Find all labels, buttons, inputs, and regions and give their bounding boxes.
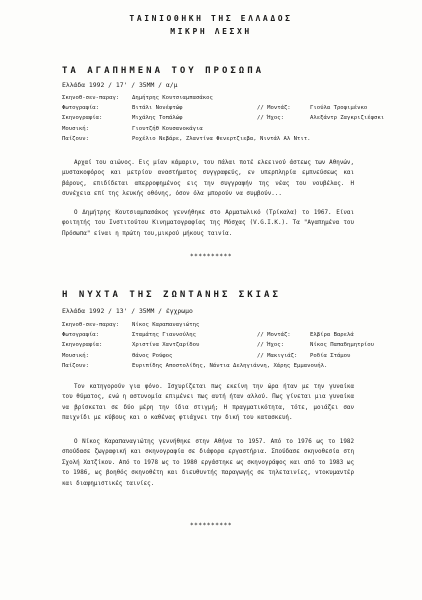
credit-label: Σκηνοθ-σεν-παραγ: [62,322,120,328]
credit-label: Σκηνογραφία: [62,342,103,349]
credit-label-2: // Ήχος: [257,115,284,122]
credit-value: Χριστίνα Χαντζαρίδου [132,342,200,349]
credit-row [62,124,402,134]
credit-label: Μουσική: [62,352,89,359]
credit-value-2: Γιούλα Τροφιμένκο [310,105,368,112]
credit-row [62,351,402,361]
credit-label: Μουσική: [62,125,89,132]
bio-paragraph: Ο Δημήτρης Κουτσιαμπασάκος γεννήθηκε στο Αρματωλικό (Τρίκαλα) το 1967. Είναι φοιτητής του Ινστιτούτου Κινηματογραφίας της Μόσχας (V.G.I.K.). Τα "Αγαπημένα του Πρόσωπα" είναι η πρώτη του,μικρού μήκους ταινία. [62,210,354,237]
header-club-name: ΜΙΚΡΗ ΛΕΣΧΗ [170,27,252,36]
credit-value: Θάνος Ρούφος [132,352,173,359]
credit-value-2: Ροδία Στάμου [310,352,351,359]
separator-stars: ********** [189,522,233,529]
film-title: ΤΑ ΑΓΑΠΗΜΕΝΑ ΤΟΥ ΠΡΟΣΩΠΑ [62,66,265,76]
credits-block [62,93,402,144]
credit-row [62,93,402,103]
credit-row [62,320,402,330]
credit-label-2: // Ήχος: [257,342,284,349]
credit-label: Φωτογραφία: [62,105,100,112]
credit-label-2: // Μοντάζ: [257,105,291,112]
synopsis-paragraph: Τον κατηγορούν για φόνο. Ισχυρίζεται πως εκείνη την ώρα ήταν με την γυναίκα του θύματος, ενώ η αστυνομία επιμένει πως αυτή ήταν αλλού. Πως γίνεται μια γυναίκα να βρίσκεται σε δύο μέρη την ίδια στιγμή; Η πραγματικότητα, τότε, μοιάζει σαν παιχνίδι με κύβους και ο καθένας φτιάχνει την δική του κατασκευή. [62,384,354,422]
credit-label: Σκηνογραφία: [62,115,103,122]
credit-label: Παίζουν: [62,362,89,369]
credit-value-2: Αλεξάντρ Ζαγκριζιέφσκι [310,115,385,122]
credit-row [62,330,402,340]
credit-value: Δημήτρης Κουτσιαμπασάκος [132,95,213,101]
credit-label-2: // Μοντάζ: [257,332,291,339]
bio-paragraph: Ο Νίκος Καραπαναγιώτης γεννήθηκε στην Αθήνα το 1957. Από το 1976 ως το 1982 σπούδασε ζωγραφική και σκηνογραφία σε διάφορα εργαστήρια. Σπούδασε σκηνοθεσία στη Σχολή Χατζίκου. Από το 1978 ως το 1980 εργάστηκε ως σκηνογράφος και από το 1983 ως το 1986, ως βοηθός σκηνοθέτη και διευθυντής παραγωγής σε τηλεταινίες, ντοκυμαντέρ και διαφημιστικές ταινίες. [62,439,354,487]
credit-value-2: Ελβίρα Βαρελά [310,332,354,339]
credit-row [62,113,402,123]
credit-value: Βιτάλι Νονέφτώφ [132,105,183,112]
credit-value: Σταμάτης Γιαννούλης [132,332,196,339]
credit-row [62,361,402,371]
credit-value: Μιχάλης Τοπάλώφ [132,115,183,122]
credit-value: Ρoχέλιο Νεβάρε, Ζλαντίνα Φενερτζιεβα, Νιντάλ Αλ Ντιτ. [132,135,311,142]
film-title: Η ΝΥΧΤΑ ΤΗΣ ΖΩΝΤΑΝΗΣ ΣΚΙΑΣ [62,290,281,300]
credit-value: Γιουτζήθ Κουσανοκάγια [132,125,203,132]
separator-stars: ********** [189,253,233,260]
credit-label: Σκηνοθ-σεν-παραγ: [62,95,120,101]
credit-value-2: Νίκος Παπαδημητρίου [310,342,374,349]
credit-row [62,134,402,144]
credit-value: Νίκος Καραπαναγιώτης [132,322,200,328]
credit-row [62,340,402,350]
credit-label: Φωτογραφία: [62,332,100,339]
film-meta: Ελλάδα 1992 / 13' / 35ΜΜ / έγχρωμο [62,307,193,315]
credits-block [62,320,402,371]
credit-label-2: // Μακιγιάζ: [257,352,298,359]
synopsis-paragraph: Αρχαί του αιώνος. Εις μίαν κάμαριν, του πάλαι ποτέ ελεεινού άστεως των Αθηνών, μυστακοφόρος και μετρίου αναστήματος συγγραφεύς, εν υπερπληρία εμπνεύσεως και βάρους, επιδίδεται απερροφημένος εις την συγγραφήν της νέας του νουβέλας. Η συνέχεια επί της λευκής οθόνης, όσον όλα μπορούν να συμβούν... [62,160,354,198]
credit-label: Παίζουν: [62,135,89,142]
credit-value: Ευριπίδης Αποστολίδης, Νάντια Δεληγιάννη, Χάρης Εμμανουήλ. [132,362,328,369]
film-meta: Ελλάδα 1992 / 17' / 35ΜΜ / α/μ [62,81,178,89]
header-archive-name: ΤΑΙΝΙΟΘΗΚΗ ΤΗΣ ΕΛΛΑΔΟΣ [129,14,293,23]
credit-row [62,103,402,113]
